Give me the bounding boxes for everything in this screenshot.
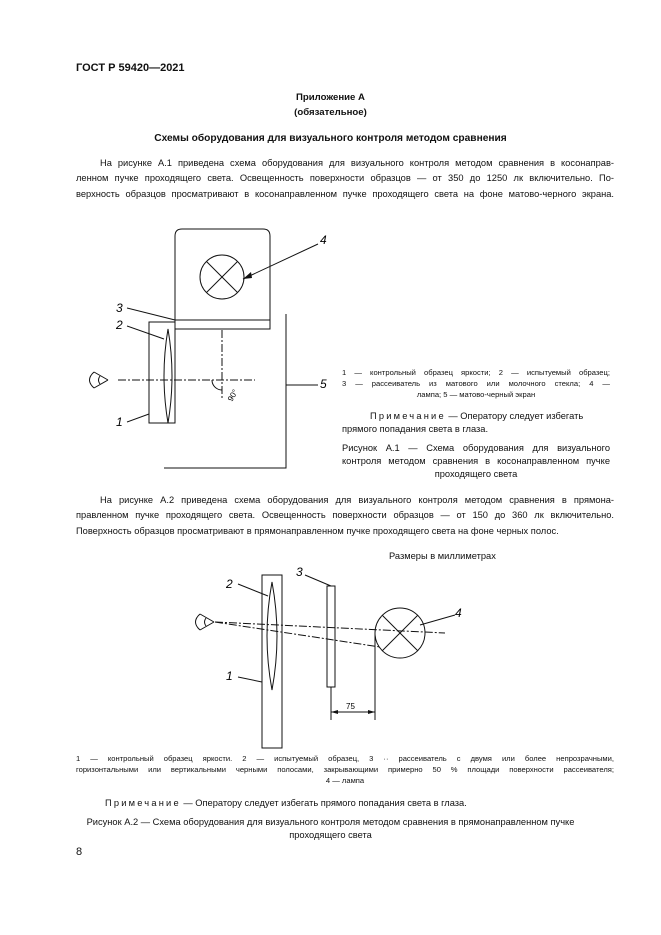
dimensions-note: Размеры в миллиметрах (389, 551, 496, 561)
caption-line: Рисунок А.2 — Схема оборудования для визуального контроля методом сравнения в прямонаправленном пучке (86, 817, 575, 827)
reference-sample (149, 322, 175, 423)
reference-sample (262, 575, 282, 748)
paragraph-1-line: верхность образцов просматривают в косонаправленном пучке проходящего света на фоне матово-черного экрана. (76, 188, 614, 199)
dimension-label: 75 (346, 702, 355, 711)
paragraph-2-line: На рисунке А.2 приведена схема оборудования для визуального контроля методом сравнения в прямона- (100, 495, 614, 505)
label-5: 5 (320, 377, 327, 391)
note-text: — Оператору следует избегать прямого попадания света в глаза. (180, 798, 467, 808)
caption-line: контроля методом сравнения в косонаправленном пучке (342, 456, 610, 466)
figure-2-diagram (180, 562, 480, 750)
legend-line: горизонтальными или вертикальными черными полосами, закрывающими примерно 50 % площади поверхности рассеивателя; (76, 765, 614, 774)
label-1: 1 (116, 415, 123, 429)
appendix-title: Приложение А (296, 92, 365, 103)
paragraph-2 (76, 493, 614, 539)
label-1: 1 (226, 669, 233, 683)
caption-line: Рисунок А.1 — Схема оборудования для визуального (342, 443, 610, 453)
label-3: 3 (296, 565, 303, 579)
matte-black-screen (164, 314, 286, 468)
legend-line: 4 — лампа (325, 776, 365, 785)
note-text: — Оператору следует избегать (445, 411, 584, 421)
figure-2-note (105, 798, 467, 808)
note-label: Примечание (370, 411, 446, 421)
paragraph-2-line: правленном пучке проходящего света. Освещенность поверхности образцов — от 150 до 360 лк включительно. (76, 510, 614, 521)
figure-1-diagram (80, 218, 340, 480)
test-sample (164, 329, 172, 423)
caption-line: проходящего света (434, 469, 518, 479)
diffuser (327, 586, 335, 687)
figure-1-caption (342, 442, 610, 481)
caption-line: проходящего света (289, 830, 372, 840)
paragraph-1-line: На рисунке А.1 приведена схема оборудования для визуального контроля методом сравнения в косонаправ- (100, 158, 614, 168)
test-sample (267, 582, 277, 690)
label-3: 3 (116, 301, 123, 315)
legend-line: лампа; 5 — матово-черный экран (416, 390, 536, 399)
legend-line: 1 — контрольный образец яркости; 2 — испытуемый образец; (342, 368, 610, 377)
note-label: Примечание (105, 798, 181, 808)
figure-1-legend (342, 367, 610, 400)
label-4: 4 (455, 606, 462, 620)
label-4: 4 (320, 233, 327, 247)
legend-line: 1 — контрольный образец яркости. 2 — испытуемый образец, 3 ·· рассеиватель с двумя или более непрозрачными, (76, 754, 614, 763)
page-number: 8 (76, 846, 83, 858)
paragraph-1-line: ленном пучке проходящего света. Освещенность поверхности образцов — от 350 до 1250 лк включительно. По- (76, 173, 614, 184)
label-2: 2 (116, 318, 123, 332)
figure-1-note (342, 410, 610, 436)
angle-label: 90° (225, 388, 240, 403)
document-code: ГОСТ Р 59420—2021 (76, 62, 185, 74)
appendix-status: (обязательное) (294, 107, 367, 118)
figure-2-caption (0, 816, 661, 842)
note-text: прямого попадания света в глаза. (342, 424, 489, 434)
paragraph-2-line: Поверхность образцов просматривают в прямонаправленном пучке проходящего света на фоне черных полос. (76, 525, 559, 536)
figure-2-legend (76, 753, 614, 786)
label-2: 2 (226, 577, 233, 591)
paragraph-1 (76, 156, 614, 202)
lamp-housing (175, 229, 270, 320)
diffuser (175, 320, 270, 329)
section-title: Схемы оборудования для визуального контроля методом сравнения (154, 133, 507, 144)
legend-line: 3 — рассеиватель из матового или молочного стекла; 4 — (342, 379, 610, 388)
